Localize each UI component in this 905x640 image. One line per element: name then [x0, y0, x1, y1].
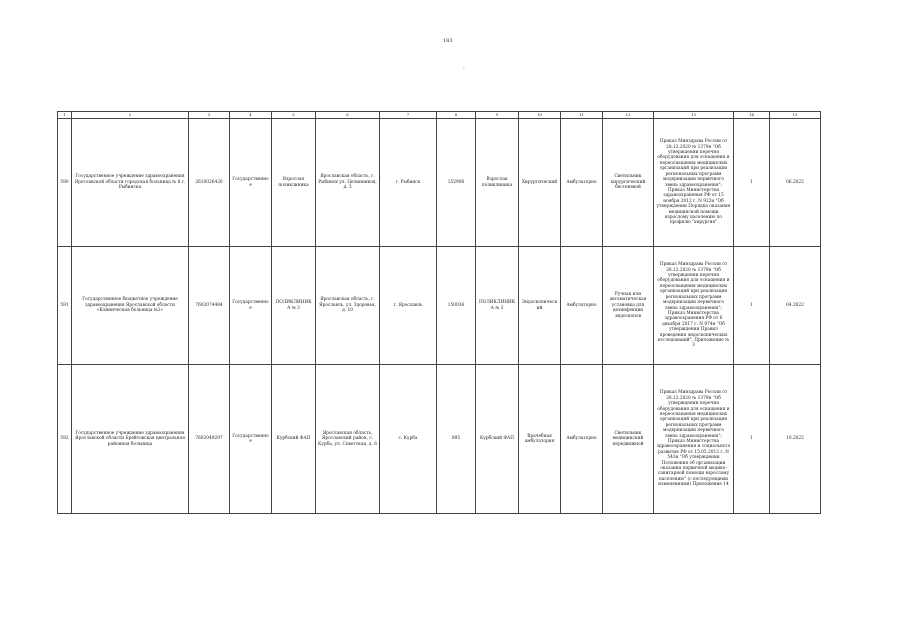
header-cell: 14 [734, 112, 770, 119]
legal-basis-cell: Приказ Минздрава России от 28.12.2020 № 1379н "Об утверждении перечня оборудования для оснащения и переоснащения медицинских организаций при реализации региональных программ модернизации первичного звена здравоохранения"; Приказ Министерства здравоохранения РФ от 15 ноября 2012 г. N 922н "Об утверждении Порядка оказания медицинской помощи взрослому населению по профилю "хирургия" [654, 119, 734, 247]
row-number: 590 [58, 119, 72, 247]
table-header-row [58, 112, 821, 119]
header-cell: 11 [561, 112, 603, 119]
ownership-form: Государственное [230, 365, 272, 514]
care-type-cell: Амбулаторно [561, 365, 603, 514]
unit-name: Курбский ФАП [272, 365, 316, 514]
department-cell: Взрослая поликлиника [476, 119, 519, 247]
address-cell: Ярославская область, Ярославский район, с. Курба, ул. Советская, д. 6 [316, 365, 380, 514]
date-cell: 06.2022 [770, 119, 821, 247]
legal-basis-cell: Приказ Минздрава России от 28.12.2020 № 1379н "Об утверждении перечня оборудования для оснащения и переоснащения медицинских организаций при реализации региональных программ модернизации первичного звена здравоохранения"; Приказ Министерства здравоохранения РФ от 6 декабря 2017 г. N 974н "Об утверждении Правил проведения эндоскопических исследований", Приложение № 3 [654, 247, 734, 365]
inn-cell: 2610026420 [189, 119, 230, 247]
header-cell: 6 [316, 112, 380, 119]
ownership-form: Государственное [230, 247, 272, 365]
table-row [58, 365, 821, 514]
header-cell: 10 [519, 112, 561, 119]
city-cell: г. Ярославль [380, 247, 437, 365]
date-cell: 04.2022 [770, 247, 821, 365]
header-cell: 1 [58, 112, 72, 119]
profile-cell: Хирургический [519, 119, 561, 247]
department-cell: ПОЛИКЛИНИКА № 3 [476, 247, 519, 365]
header-cell: 7 [380, 112, 437, 119]
address-cell: Ярославская область, г. Рыбинск ул. Целинников, д. 3 [316, 119, 380, 247]
header-cell: 13 [654, 112, 734, 119]
equipment-cell: Светильник медицинский передвижной [603, 365, 654, 514]
organization-name: Государственное бюджетное учреждение здравоохранения Ярославской области «Клиническая больница №2» [72, 247, 189, 365]
inn-cell: 7602074484 [189, 247, 230, 365]
row-number: 592 [58, 365, 72, 514]
header-cell: 5 [272, 112, 316, 119]
profile-cell: Врачебная амбулатория [519, 365, 561, 514]
city-cell: с. Курба [380, 365, 437, 514]
header-cell: 8 [437, 112, 476, 119]
unit-name: ПОЛИКЛИНИКА № 3 [272, 247, 316, 365]
header-cell: 4 [230, 112, 272, 119]
address-cell: Ярославская область, г. Ярославль, ул. Здоровья, д. 10 [316, 247, 380, 365]
organization-name: Государственное учреждение здравоохранения Ярославской области Брейтовская центральная районная больница [72, 365, 189, 514]
inn-cell: 7602049297 [189, 365, 230, 514]
legal-basis-cell: Приказ Минздрава России от 28.12.2020 № 1379н "Об утверждении перечня оборудования для оснащения и переоснащения медицинских организаций при реализации региональных программ модернизации первичного звена здравоохранения"; Приказ Министерства здравоохранения и социального развития РФ от 15.05.2012 г. N 543н "Об утверждении Положения об организации оказания первичной медико-санитарной помощи взрослому населению" (с последующими изменениями) Приложение 14 [654, 365, 734, 514]
page-number: 183 [443, 38, 453, 44]
row-number: 591 [58, 247, 72, 365]
table-row [58, 119, 821, 247]
equipment-cell: Ручная или автоматическая установка для дезинфекции эндоскопов [603, 247, 654, 365]
header-cell: 9 [476, 112, 519, 119]
page-mark: - [463, 66, 465, 72]
date-cell: 10.2022 [770, 365, 821, 514]
index-cell: 152906 [437, 119, 476, 247]
department-cell: Курбский ФАП [476, 365, 519, 514]
city-cell: г. Рыбинск [380, 119, 437, 247]
quantity-cell: 1 [734, 247, 770, 365]
equipment-cell: Светильник хирургический бестеневой [603, 119, 654, 247]
care-type-cell: Амбулаторно [561, 247, 603, 365]
index-cell: 150036 [437, 247, 476, 365]
header-cell: 15 [770, 112, 821, 119]
organization-name: Государственное учреждение здравоохранения Ярославской области городская больница № 6 г. Рыбинска [72, 119, 189, 247]
table-row [58, 247, 821, 365]
header-cell: 12 [603, 112, 654, 119]
quantity-cell: 1 [734, 119, 770, 247]
header-cell: 2 [72, 112, 189, 119]
index-cell: 895 [437, 365, 476, 514]
header-cell: 3 [189, 112, 230, 119]
unit-name: Взрослая поликлиника [272, 119, 316, 247]
equipment-table [57, 111, 821, 514]
profile-cell: Эндоскопический [519, 247, 561, 365]
quantity-cell: 1 [734, 365, 770, 514]
care-type-cell: Амбулаторно [561, 119, 603, 247]
ownership-form: Государственное [230, 119, 272, 247]
